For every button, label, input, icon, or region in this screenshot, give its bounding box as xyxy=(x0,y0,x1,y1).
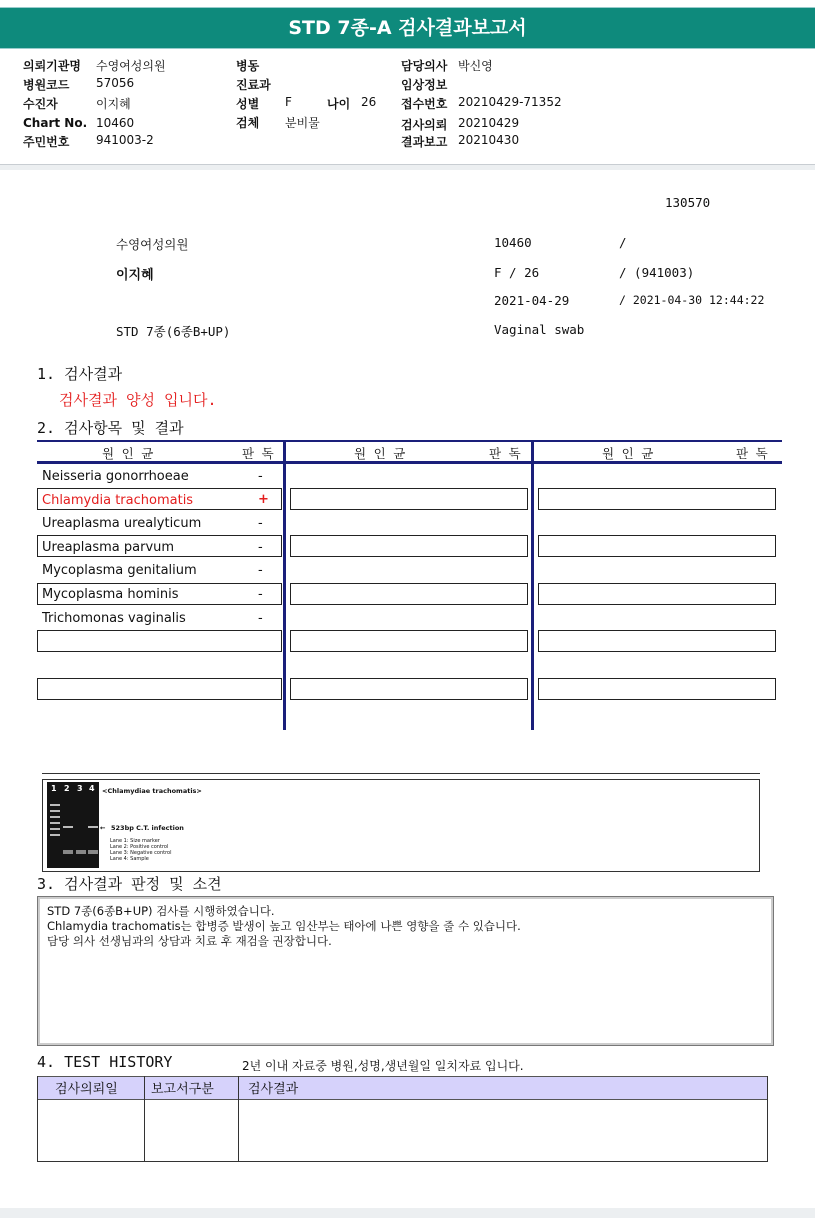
receipt-number-value: 20210429-71352 xyxy=(458,95,562,109)
patient-name: 이지혜 xyxy=(116,268,154,283)
ladder-band xyxy=(50,810,60,812)
table-divider-1 xyxy=(283,440,286,730)
result-row-box xyxy=(290,535,528,557)
lane-label: 3 xyxy=(77,784,83,793)
history-col-line xyxy=(37,1076,38,1162)
hospital-code-value: 57056 xyxy=(96,76,135,90)
result-row-box xyxy=(290,583,528,605)
age-label: 나이 xyxy=(327,97,351,111)
sex-label: 성별 xyxy=(236,97,260,111)
gel-electrophoresis-image xyxy=(47,782,99,868)
request-date: 2021-04-29 xyxy=(494,293,570,308)
organism-name: Ureaplasma parvum xyxy=(42,540,175,555)
ladder-band xyxy=(50,834,60,836)
positive-result-text: 검사결과 양성 입니다. xyxy=(59,391,217,409)
section4-title: 4. TEST HISTORY xyxy=(37,1053,173,1071)
ladder-band xyxy=(50,804,60,806)
ladder-band xyxy=(50,828,60,830)
table-divider-2 xyxy=(531,440,534,730)
clinic-name: 수영여성의원 xyxy=(116,237,189,252)
gel-legend-line: Lane 3: Negative control xyxy=(110,850,172,856)
dept-label: 진료과 xyxy=(236,78,271,92)
patient-value: 이지혜 xyxy=(96,97,131,111)
doctor-value: 박신영 xyxy=(458,59,493,73)
gel-legend xyxy=(110,838,172,862)
ward-label: 병동 xyxy=(236,59,260,73)
col-organism-header: 원 인 균 xyxy=(102,446,154,461)
history-col-line xyxy=(238,1076,239,1162)
section3-title: 3. 검사결과 판정 및 소견 xyxy=(37,875,222,893)
organism-name: Mycoplasma genitalium xyxy=(42,563,197,578)
report-datetime: / 2021-04-30 12:44:22 xyxy=(619,293,765,307)
result-row-box xyxy=(538,678,776,700)
organism-result: - xyxy=(258,587,263,602)
organism-name: Mycoplasma hominis xyxy=(42,587,179,602)
col-organism-header: 원 인 균 xyxy=(602,446,654,461)
lane-label: 1 xyxy=(51,784,57,793)
separator: / xyxy=(619,235,627,250)
specimen-value: 분비물 xyxy=(285,116,320,130)
history-col-report-type: 보고서구분 xyxy=(151,1082,214,1097)
organism-name-positive: Chlamydia trachomatis xyxy=(42,493,194,508)
request-date-value: 20210429 xyxy=(458,116,520,130)
organism-name: Trichomonas vaginalis xyxy=(42,611,186,626)
comment-line: 담당 의사 선생님과의 상담과 치료 후 재검을 권장합니다. xyxy=(47,934,332,948)
result-row-box xyxy=(290,630,528,652)
report-date-value: 20210430 xyxy=(458,133,520,147)
positive-control-band xyxy=(63,826,73,828)
col-result-header: 판 독 xyxy=(489,446,521,461)
result-row-box xyxy=(37,678,282,700)
history-table xyxy=(37,1076,768,1162)
gel-top-rule xyxy=(42,773,760,774)
section2-title: 2. 검사항목 및 결과 xyxy=(37,419,184,437)
receipt-number-label: 접수번호 xyxy=(401,97,448,111)
history-col-result: 검사결과 xyxy=(248,1082,299,1097)
specimen-label: 검체 xyxy=(236,116,260,130)
test-name: STD 7종(6종B+UP) xyxy=(116,324,231,339)
sex-age: F / 26 xyxy=(494,265,540,280)
organism-name: Neisseria gonorrhoeae xyxy=(42,469,189,484)
specimen-number: 130570 xyxy=(665,195,711,210)
id-number-label: 주민번호 xyxy=(23,135,70,149)
doctor-label: 담당의사 xyxy=(401,59,448,73)
organism-result: - xyxy=(258,469,263,484)
organism-result: - xyxy=(258,516,263,531)
lane-label: 4 xyxy=(89,784,95,793)
result-row-box xyxy=(538,630,776,652)
sample-band xyxy=(88,826,98,828)
gel-title: <Chlamydiae trachomatis> xyxy=(102,787,202,795)
history-col-line xyxy=(144,1076,145,1162)
age-value: 26 xyxy=(361,95,377,109)
chart-no-label: Chart No. xyxy=(23,116,88,130)
history-col-request-date: 검사의뢰일 xyxy=(55,1082,118,1097)
primer-band xyxy=(88,850,98,854)
result-row-box xyxy=(538,583,776,605)
result-row-box xyxy=(290,488,528,510)
id-number-value: 941003-2 xyxy=(96,133,154,147)
request-date-label: 검사의뢰 xyxy=(401,118,448,132)
gel-legend-line: Lane 1: Size marker xyxy=(110,838,160,844)
gel-legend-line: Lane 4: Sample xyxy=(110,856,149,862)
col-result-header: 판 독 xyxy=(242,446,274,461)
result-row-box xyxy=(290,678,528,700)
page-footer xyxy=(0,1208,815,1218)
comment-line: Chlamydia trachomatis는 합병증 발생이 높고 임산부는 태아에 나쁜 영향을 줄 수 있습니다. xyxy=(47,919,521,933)
history-col-line xyxy=(767,1076,768,1162)
result-row-box xyxy=(37,630,282,652)
band-arrow: ← xyxy=(100,824,106,832)
clinical-info-label: 임상정보 xyxy=(401,78,448,92)
organism-result-positive: + xyxy=(258,492,269,507)
birth-date: / (941003) xyxy=(619,265,695,280)
primer-band xyxy=(63,850,73,854)
organism-name: Ureaplasma urealyticum xyxy=(42,516,202,531)
primer-band xyxy=(76,850,86,854)
ladder-band xyxy=(50,816,60,818)
band-label: 523bp C.T. infection xyxy=(111,824,184,832)
table-top-rule xyxy=(37,440,782,442)
result-row-box xyxy=(538,535,776,557)
institution-value: 수영여성의원 xyxy=(96,59,166,73)
history-note: 2년 이내 자료중 병원,성명,생년월일 일치자료 입니다. xyxy=(242,1059,524,1073)
col-result-header: 판 독 xyxy=(736,446,768,461)
lane-label: 2 xyxy=(64,784,70,793)
history-header-row xyxy=(37,1076,768,1100)
hospital-code-label: 병원코드 xyxy=(23,78,70,92)
specimen-type: Vaginal swab xyxy=(494,322,585,337)
gel-legend-line: Lane 2: Positive control xyxy=(110,844,169,850)
ladder-band xyxy=(50,822,60,824)
patient-label: 수진자 xyxy=(23,97,58,111)
organism-result: - xyxy=(258,611,263,626)
organism-result: - xyxy=(258,563,263,578)
comment-line: STD 7종(6종B+UP) 검사를 시행하였습니다. xyxy=(47,904,275,918)
report-date-label: 결과보고 xyxy=(401,135,448,149)
header-divider xyxy=(0,164,815,170)
col-organism-header: 원 인 균 xyxy=(354,446,406,461)
chart-number: 10460 xyxy=(494,235,532,250)
history-bottom-rule xyxy=(37,1161,768,1162)
result-row-box xyxy=(538,488,776,510)
section1-title: 1. 검사결과 xyxy=(37,365,123,383)
sex-value: F xyxy=(285,95,292,109)
chart-no-value: 10460 xyxy=(96,116,135,130)
institution-label: 의뢰기관명 xyxy=(23,59,81,73)
report-title: STD 7종-A 검사결과보고서 xyxy=(0,7,815,49)
organism-result: - xyxy=(258,540,263,555)
